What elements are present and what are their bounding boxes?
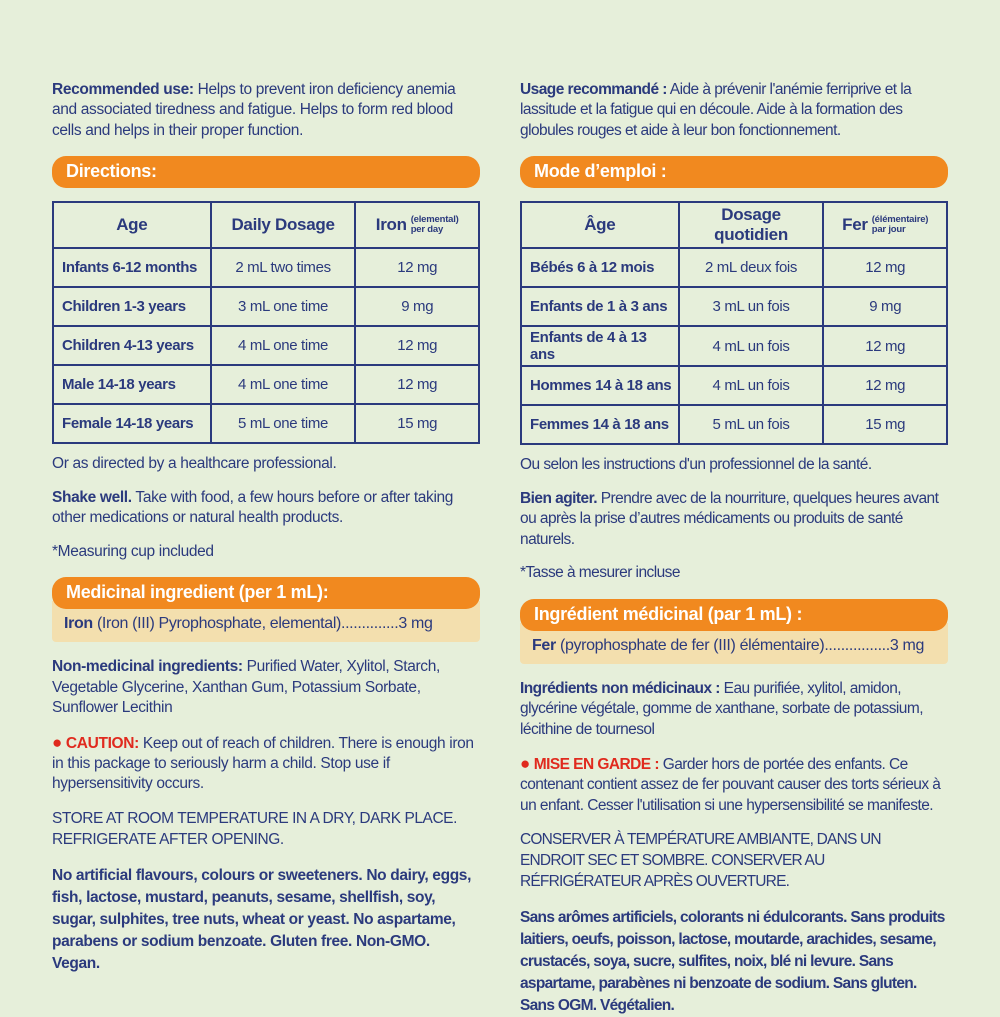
- dosage-cell: 5 mL one time: [211, 404, 356, 443]
- iron-header-note: (elemental) per day: [410, 214, 459, 236]
- iron-header-note: (élémentaire) par jour: [871, 214, 929, 236]
- medicinal-ingredient-value: (Iron (III) Pyrophosphate, elemental)..............3 mg: [96, 615, 433, 633]
- age-cell: Bébés 6 à 12 mois: [521, 248, 679, 287]
- storage-instructions: CONSERVER À TEMPÉRATURE AMBIANTE, DANS UN ENDROIT SEC ET SOMBRE. CONSERVER AU RÉFRIGÉRATEUR APRÈS OUVERTURE.: [520, 831, 881, 891]
- measuring-cup-note: *Measuring cup included: [52, 542, 214, 560]
- recommended-use-text: Aide à prévenir l'anémie ferriprive et la lassitude et la fatigue qui en découle. Aide à la formation des globules rouges et aide à leur bon fonctionnement.: [520, 81, 912, 139]
- table-header-row: [521, 202, 947, 248]
- recommended-use-lead: Usage recommandé :: [520, 81, 667, 98]
- free-from-paragraph: Sans arômes artificiels, colorants ni édulcorants. Sans produits laitiers, oeufs, poisson, lactose, moutarde, arachides, sesame, crustacés, soya, sucre, sulfites, noix, blé ni levure. Sans aspartame, parabènes ni benzoate de sodium. Sans gluten. Sans OGM. Végétalien.: [520, 909, 945, 1015]
- non-medicinal-paragraph: [52, 657, 480, 718]
- table-row: [521, 326, 947, 366]
- dosage-cell: 4 mL one time: [211, 326, 356, 365]
- table-row: [521, 287, 947, 326]
- table-row: [53, 404, 479, 443]
- non-medicinal-lead: Non-medicinal ingredients:: [52, 658, 243, 676]
- non-medicinal-paragraph: [520, 679, 948, 740]
- iron-header-label: Fer: [842, 215, 868, 235]
- dosage-cell: 2 mL deux fois: [679, 248, 824, 287]
- recommended-use-paragraph: [52, 80, 480, 141]
- age-column-header: Âge: [521, 202, 679, 248]
- non-medicinal-text: Eau purifiée, xylitol, amidon, glycérine végétale, gomme de xanthane, sorbate de potassium, lécithine de tournesol: [520, 679, 923, 738]
- recommended-use-paragraph: [520, 80, 948, 141]
- age-column-header: Age: [53, 202, 211, 248]
- iron-column-header: [823, 202, 947, 248]
- shake-well-text: Prendre avec de la nourriture, quelques heures avant ou après la prise d’autres médicaments ou produits de santé naturels.: [520, 489, 939, 548]
- iron-cell: 12 mg: [355, 326, 479, 365]
- caution-text: Keep out of reach of children. There is enough iron in this package to seriously harm a child. Stop use if hypersensitivity occurs.: [52, 734, 474, 793]
- free-from-paragraph: No artificial flavours, colours or sweeteners. No dairy, eggs, fish, lactose, mustard, peanuts, sesame, shellfish, soy, sugar, sulphites, tree nuts, wheat or yeast. No aspartame, parabens or sodium benzoate. Gluten free. Non-GMO. Vegan.: [52, 866, 472, 972]
- directions-header: Directions:: [52, 156, 480, 188]
- age-cell: Female 14-18 years: [53, 404, 211, 443]
- iron-cell: 9 mg: [355, 287, 479, 326]
- iron-cell: 12 mg: [823, 366, 947, 405]
- iron-cell: 9 mg: [823, 287, 947, 326]
- table-row: [53, 248, 479, 287]
- medicinal-ingredient-name: Fer: [532, 636, 556, 654]
- dosage-cell: 4 mL un fois: [679, 366, 824, 405]
- table-row: [53, 287, 479, 326]
- storage-instructions: STORE AT ROOM TEMPERATURE IN A DRY, DARK PLACE. REFRIGERATE AFTER OPENING.: [52, 809, 457, 848]
- dosage-table-en: [52, 201, 480, 444]
- shake-well-lead: Bien agiter.: [520, 489, 597, 507]
- dosage-cell: 2 mL two times: [211, 248, 356, 287]
- dosage-column-header: Daily Dosage: [211, 202, 356, 248]
- age-cell: Male 14-18 years: [53, 365, 211, 404]
- dosage-cell: 3 mL one time: [211, 287, 356, 326]
- iron-cell: 12 mg: [823, 248, 947, 287]
- medicinal-ingredient-header: Medicinal ingredient (per 1 mL):: [52, 577, 480, 609]
- iron-cell: 12 mg: [355, 248, 479, 287]
- table-row: [53, 365, 479, 404]
- age-cell: Children 4-13 years: [53, 326, 211, 365]
- table-row: [521, 248, 947, 287]
- dosage-cell: 4 mL un fois: [679, 326, 824, 366]
- dosage-cell: 3 mL un fois: [679, 287, 824, 326]
- medicinal-ingredient-name: Iron: [64, 615, 93, 633]
- or-directed-note: Ou selon les instructions d'un professionnel de la santé.: [520, 456, 872, 474]
- english-column: [52, 80, 480, 1000]
- age-cell: Children 1-3 years: [53, 287, 211, 326]
- table-row: [521, 366, 947, 405]
- table-header-row: [53, 202, 479, 248]
- iron-cell: 15 mg: [823, 405, 947, 444]
- iron-cell: 12 mg: [823, 326, 947, 366]
- age-cell: Infants 6-12 months: [53, 248, 211, 287]
- caution-text: Garder hors de portée des enfants. Ce contenant contient assez de fer pouvant causer des torts sérieux à un enfant. Cesser l'utilisation si une hypersensibilité se manifeste.: [520, 755, 941, 814]
- non-medicinal-lead: Ingrédients non médicinaux :: [520, 679, 720, 697]
- french-column: [520, 80, 948, 1015]
- caution-paragraph: [52, 732, 480, 795]
- dosage-cell: 5 mL un fois: [679, 405, 824, 444]
- dosage-table-fr: [520, 201, 948, 445]
- dosage-column-header: Dosage quotidien: [679, 202, 824, 248]
- medicinal-ingredient-header: Ingrédient médicinal (par 1 mL) :: [520, 599, 948, 631]
- non-medicinal-text: Purified Water, Xylitol, Starch, Vegetable Glycerine, Xanthan Gum, Potassium Sorbate, Sunflower Lecithin: [52, 658, 440, 717]
- shake-well-paragraph: [52, 488, 480, 529]
- shake-well-text: Take with food, a few hours before or after taking other medications or natural health products.: [52, 488, 454, 527]
- table-row: [521, 405, 947, 444]
- recommended-use-lead: Recommended use:: [52, 81, 194, 98]
- caution-dot-icon: ●: [52, 732, 62, 752]
- age-cell: Femmes 14 à 18 ans: [521, 405, 679, 444]
- age-cell: Hommes 14 à 18 ans: [521, 366, 679, 405]
- shake-well-lead: Shake well.: [52, 488, 132, 506]
- age-cell: Enfants de 1 à 3 ans: [521, 287, 679, 326]
- shake-well-paragraph: [520, 489, 948, 550]
- dosage-cell: 4 mL one time: [211, 365, 356, 404]
- or-directed-note: Or as directed by a healthcare professional.: [52, 455, 337, 473]
- caution-dot-icon: ●: [520, 753, 530, 773]
- iron-cell: 15 mg: [355, 404, 479, 443]
- caution-paragraph: [520, 753, 948, 816]
- medicinal-ingredient-value: (pyrophosphate de fer (III) élémentaire)................3 mg: [559, 636, 925, 654]
- iron-cell: 12 mg: [355, 365, 479, 404]
- recommended-use-text: Helps to prevent iron deficiency anemia and associated tiredness and fatigue. Helps to form red blood cells and helps in their proper function.: [52, 81, 456, 139]
- caution-lead: MISE EN GARDE :: [533, 755, 659, 773]
- measuring-cup-note: *Tasse à mesurer incluse: [520, 564, 680, 582]
- table-row: [53, 326, 479, 365]
- caution-lead: CAUTION:: [65, 734, 139, 752]
- iron-header-label: Iron: [375, 215, 407, 235]
- iron-column-header: [355, 202, 479, 248]
- directions-header: Mode d’emploi :: [520, 156, 948, 188]
- age-cell: Enfants de 4 à 13 ans: [521, 326, 679, 366]
